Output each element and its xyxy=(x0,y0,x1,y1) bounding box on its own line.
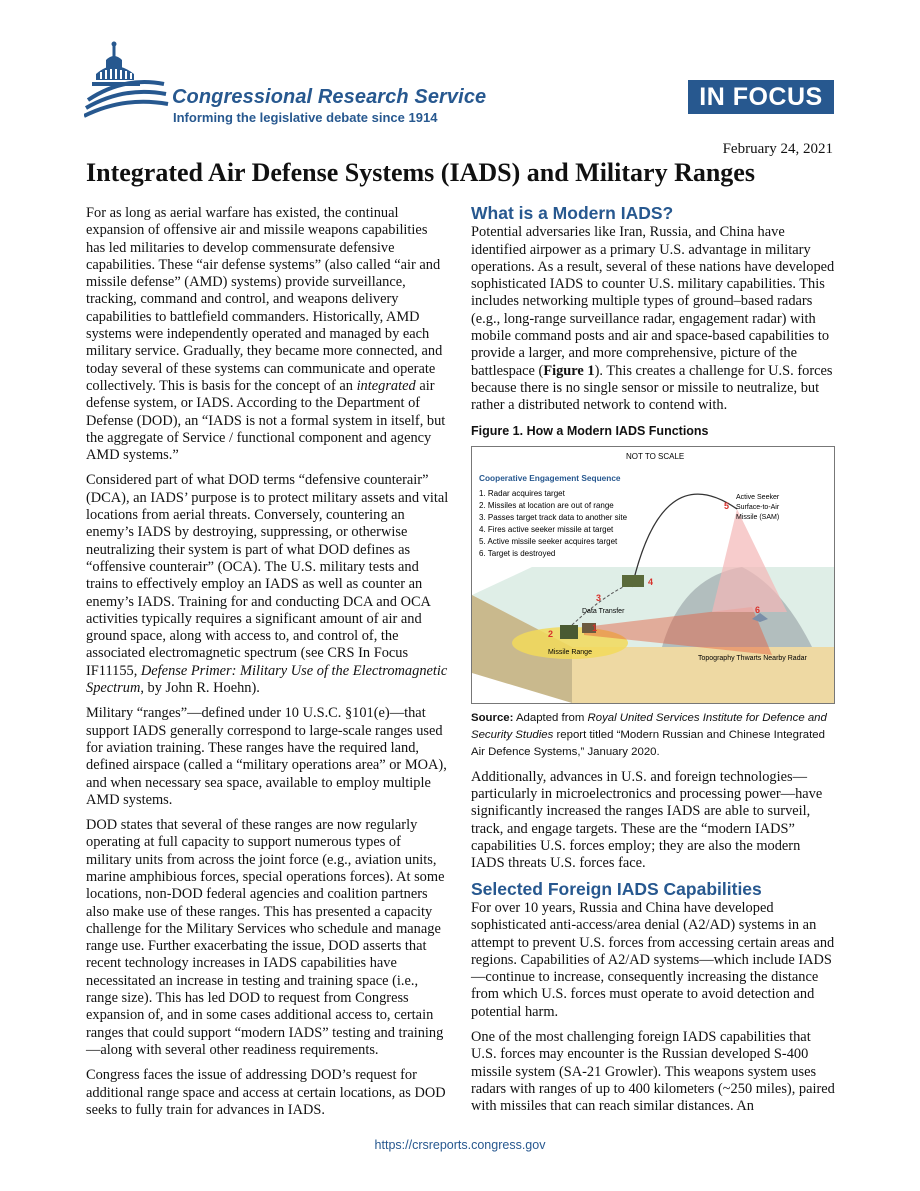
sequence-step: 2. Missiles at location are out of range xyxy=(479,500,614,510)
marker-3: 3 xyxy=(596,592,602,603)
launcher-site-4 xyxy=(622,575,644,587)
sequence-step: 5. Active missile seeker acquires target xyxy=(479,536,618,546)
figure-title: Figure 1. How a Modern IADS Functions xyxy=(471,423,709,438)
technology-paragraph: Additionally, advances in U.S. and foreign technologies—particularly in microelectronics and processing power—have significantly increased the ranges IADS are able to surveil, track, and engage targets. These are the “modern IADS” capabilities U.S. forces employ; they are also the modern IADS threats U.S. forces face. xyxy=(471,768,823,872)
capacity-paragraph: DOD states that several of these ranges are now regularly operating at full capacity to support numerous types of military units from across the joint force (e.g., aviation units, marine amphibious forces, special operations forces). At some locations, non-DOD federal agencies and coalition partners also make use of these ranges. This has presented a capacity challenge for the Military Services who schedule and manage range use. Further exacerbating the issue, DOD asserts that recent technology increases in IADS capabilities have necessitated an increase in testing and training space (i.e., range size). This has led DOD to request from Congress expansion of, and in some cases additional access to, certain ranges that could support “modern IADS” testing and training—along with several other readiness requirements. xyxy=(86,817,445,1058)
sequence-step: 4. Fires active seeker missile at target xyxy=(479,524,614,534)
figure-source: Source: Adapted from Royal United Services Institute for Defence and Security Studies report titled “Modern Russian and Chinese Integrated Air Defence Systems,” January 2020. xyxy=(471,711,827,758)
not-to-scale-label: NOT TO SCALE xyxy=(626,451,685,461)
section-heading-modern-iads: What is a Modern IADS? xyxy=(471,203,674,223)
in-focus-badge: IN FOCUS xyxy=(688,80,834,114)
capitol-dome-logo xyxy=(84,40,174,130)
data-transfer-label: Data Transfer xyxy=(582,607,625,615)
sequence-step: 6. Target is destroyed xyxy=(479,548,556,558)
sequence-step: 3. Passes target track data to another site xyxy=(479,512,628,522)
marker-6: 6 xyxy=(755,604,761,615)
marker-5: 5 xyxy=(724,500,730,511)
section-heading-foreign-iads: Selected Foreign IADS Capabilities xyxy=(471,878,762,899)
publication-date: February 24, 2021 xyxy=(722,141,833,157)
page-title: Integrated Air Defense Systems (IADS) and Military Ranges xyxy=(86,158,755,187)
org-name: Congressional Research Service xyxy=(172,86,487,108)
intro-paragraph: For as long as aerial warfare has existed, the continual expansion of offensive air and missile weapons capabilities has led militaries to develop commensurate defensive capabilities. These “air defense systems” (also called “air and missile defense” (AMD) systems) provide surveillance, tracking, command and control, and weapons delivery capabilities to battlefield commanders. Historically, AMD systems were independently operated and managed by each military service. Gradually, they became more connected, and today several of these systems can communicate and operate collectively. This is basis for the concept of an integrated air defense system, or IADS. According to the Department of Defense (DOD), an “IADS is not a formal system in itself, but the aggregate of Service / functional component and agency AMD systems.” xyxy=(86,205,446,464)
congress-paragraph: Congress faces the issue of addressing DOD’s request for additional range space and access at certain locations, as DOD seeks to fully train for advances in IADS. xyxy=(86,1067,446,1118)
iads-figure xyxy=(471,446,835,704)
sam-label: Missile (SAM) xyxy=(736,513,780,521)
missile-range-label: Missile Range xyxy=(548,648,592,656)
ranges-paragraph: Military “ranges”—defined under 10 U.S.C. §101(e)—that support IADS generally correspond to large-scale ranges used for aviation training. These ranges have the required land, defined airspace (called a “military operations area” or MOA), and when necessary sea space, available to employ multiple AMD systems. xyxy=(86,705,447,808)
counterair-paragraph: Considered part of what DOD terms “defensive counterair” (DCA), an IADS’ purpose is to protect military assets and vital locations from aerial threats. Conversely, countering an enemy’s IADS by destroying, suppressing, or otherwise neutralizing their system is part of what DOD defines as “offensive counterair” (OCA). The U.S. military tests and trains to effectively employ an IADS as well as counter an enemy’s IADS. Training for and conducting DCA and OCA activities typically requires a significant amount of air and ground space, along with access to, and control of, the associated electromagnetic spectrum (see CRS In Focus IF11155, Defense Primer: Military Use of the Electromagnetic Spectrum, by John R. Hoehn). xyxy=(86,472,449,697)
marker-4: 4 xyxy=(648,576,654,587)
sequence-step: 1. Radar acquires target xyxy=(479,488,565,498)
a2ad-paragraph: For over 10 years, Russia and China have developed sophisticated anti-access/area denial (A2/AD) systems in an attempt to prevent U.S. forces from accessing certain areas and regions. Capabilities of A2/AD systems—which include IADS—continue to increase, consequently increasing the distance from which U.S. forces must operate to avoid detection and potential harm. xyxy=(471,899,835,1020)
s400-paragraph: One of the most challenging foreign IADS capabilities that U.S. forces may encounter is the Russian developed S-400 missile system (SA-21 Growler). This weapons system uses radars with ranges of up to 400 kilometers (~250 miles), paired with missiles that can reach similar distances. An xyxy=(471,1029,835,1115)
launcher-site-2 xyxy=(560,625,578,639)
modern-iads-paragraph: Potential adversaries like Iran, Russia, and China have identified airpower as a primary U.S. advantage in military operations. As a result, several of these nations have developed sophisticated IADS to counter U.S. military capabilities. This includes networking multiple types of ground–based radars (e.g., long-range surveillance radar, engagement radar) with mobile command posts and air and space-based capabilities to provide a larger, and more comprehensive, picture of the battlespace (Figure 1). This creates a challenge for U.S. forces because there is no single sensor or missile to neutralize, but rather a distributed network to contend with. xyxy=(471,224,835,414)
marker-1: 1 xyxy=(592,622,598,633)
sequence-title: Cooperative Engagement Sequence xyxy=(479,472,621,483)
topography-label: Topography Thwarts Nearby Radar xyxy=(698,654,807,662)
left-column xyxy=(86,205,450,1127)
org-tagline: Informing the legislative debate since 1914 xyxy=(173,110,438,125)
page-header xyxy=(0,0,920,140)
footer-url-link[interactable]: https://crsreports.congress.gov xyxy=(374,1138,546,1152)
marker-2: 2 xyxy=(548,628,554,639)
right-column xyxy=(471,205,835,1124)
sam-label: Active Seeker xyxy=(736,493,780,501)
sam-label: Surface-to-Air xyxy=(736,503,780,511)
